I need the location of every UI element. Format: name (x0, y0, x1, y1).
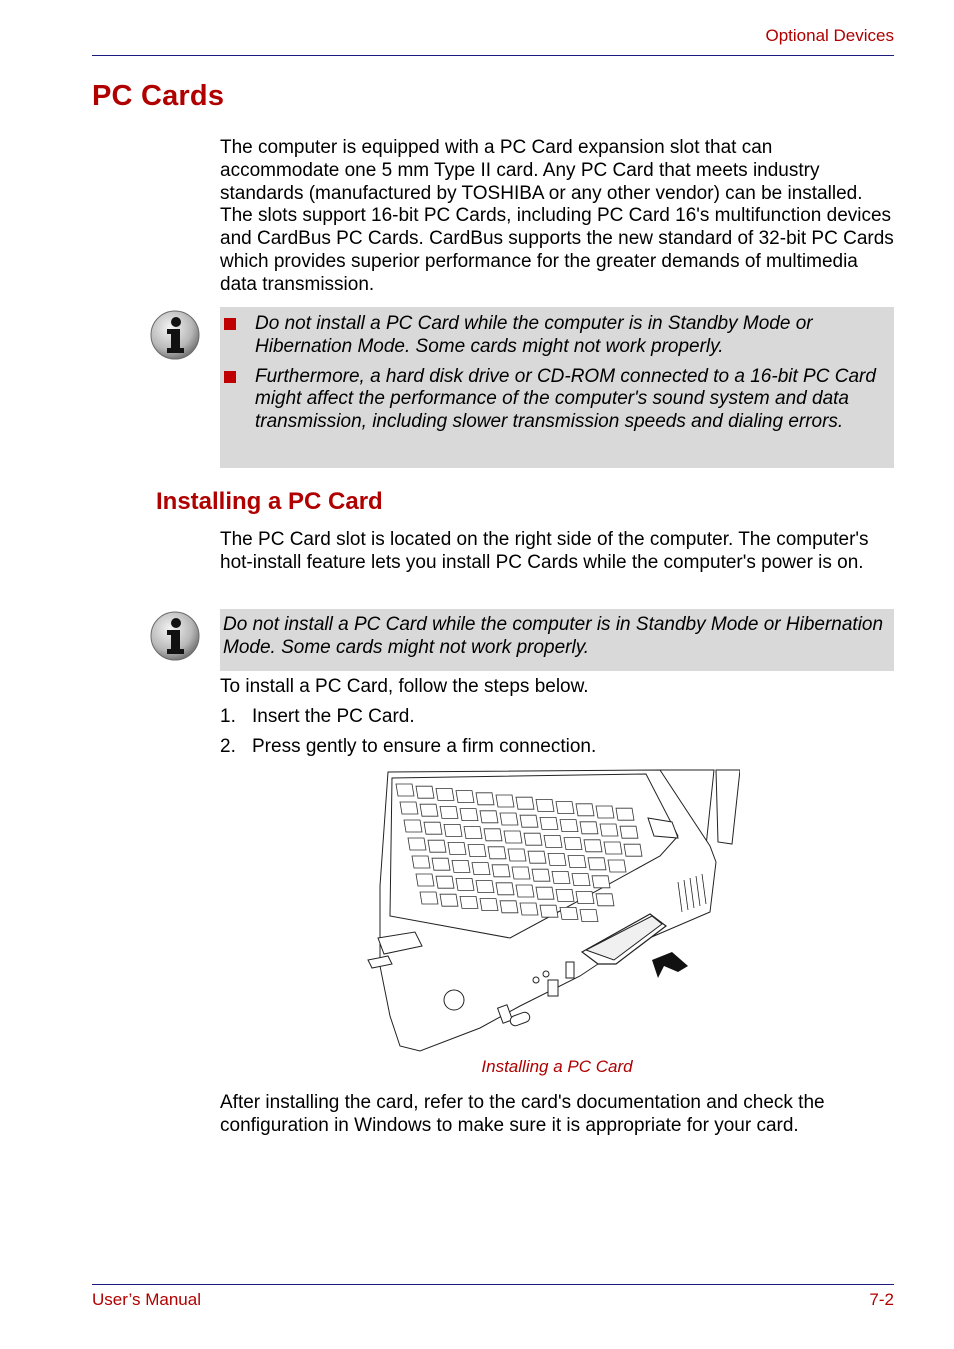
laptop-pc-card-illustration (360, 766, 740, 1056)
bullet-square-icon (224, 318, 236, 330)
step-number: 2. (220, 735, 236, 757)
figure-caption: Installing a PC Card (481, 1057, 633, 1076)
bullet-square-icon (224, 371, 236, 383)
header-rule (92, 55, 894, 56)
section-heading: Installing a PC Card (156, 488, 383, 515)
note-box (220, 609, 894, 671)
steps-list (220, 706, 596, 766)
note-item-text: Do not install a PC Card while the computer is in Standby Mode or Hibernation Mode. Some cards might not work properly. (255, 313, 813, 357)
step-text: Press gently to ensure a firm connection. (252, 735, 597, 757)
note-box (220, 307, 894, 468)
list-item (220, 736, 596, 759)
page-number: 7-2 (869, 1290, 894, 1309)
list-item (220, 706, 596, 729)
note-item (220, 313, 888, 359)
intro-paragraph: The computer is equipped with a PC Card expansion slot that can accommodate one 5 mm Type II card. Any PC Card that meets industry standards (manufactured by TOSHIBA or any other vendor) can be installed. The slots support 16-bit PC Cards, including PC Card 16's multifunction devices and CardBus PC Cards. CardBus supports the new standard of 32-bit PC Cards which provides superior performance for the greater demands of multimedia data transmission. (220, 137, 894, 295)
page-title: PC Cards (92, 80, 225, 112)
steps-intro: To install a PC Card, follow the steps below. (220, 676, 589, 697)
footer-manual-title: User’s Manual (92, 1290, 201, 1309)
step-number: 1. (220, 706, 236, 727)
install-paragraph: The PC Card slot is located on the right side of the computer. The computer's hot-install feature lets you install PC Cards while the computer's power is on. (220, 529, 869, 573)
footer-rule (92, 1284, 894, 1285)
note-item (220, 366, 888, 434)
note-item-text: Furthermore, a hard disk drive or CD-ROM connected to a 16-bit PC Card might affect the performance of the computer's sound system and data transmission, including slower transmission speeds and dialing errors. (255, 365, 876, 433)
note-text: Do not install a PC Card while the computer is in Standby Mode or Hibernation Mode. Some cards might not work properly. (223, 614, 884, 658)
running-header: Optional Devices (765, 26, 894, 45)
info-icon (149, 610, 201, 662)
step-text: Insert the PC Card. (252, 706, 415, 727)
after-paragraph: After installing the card, refer to the card's documentation and check the configuration in Windows to make sure it is appropriate for your card. (220, 1092, 825, 1136)
info-icon (149, 309, 201, 361)
